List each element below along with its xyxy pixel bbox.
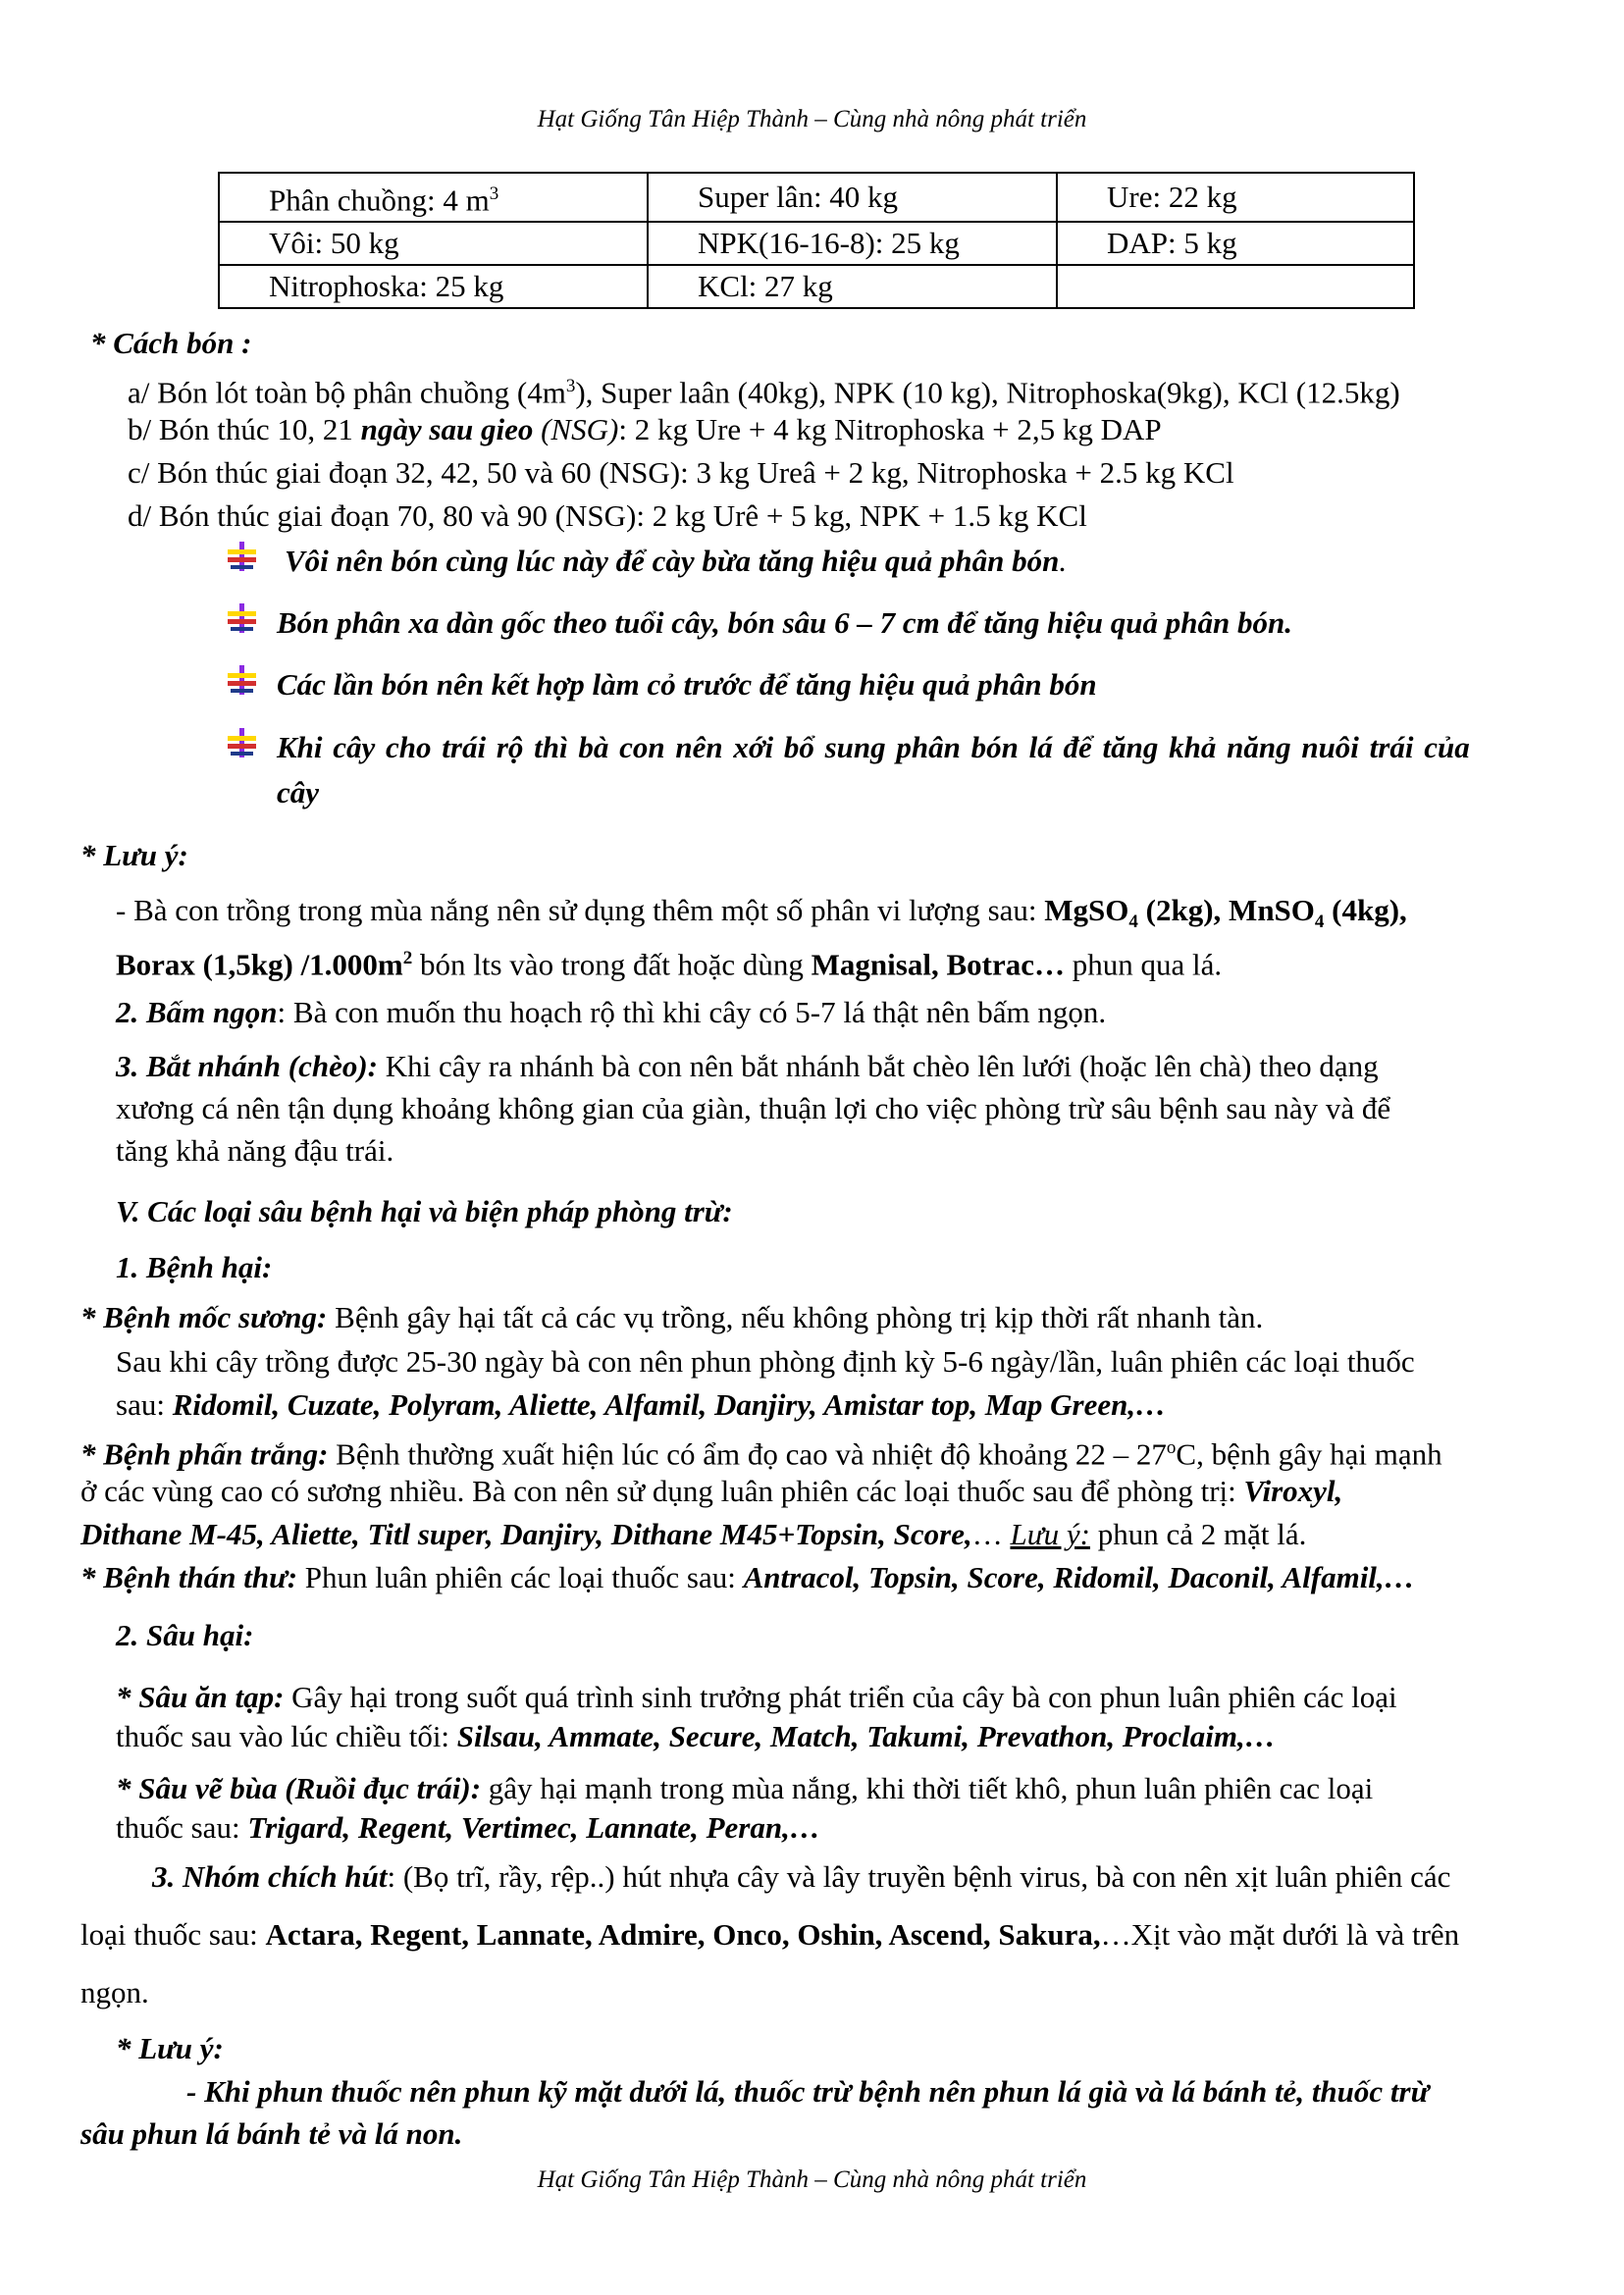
sau-ve-bua-line2: thuốc sau: Trigard, Regent, Vertimec, Lannate, Peran,… [116,1810,820,1845]
tip-2: Bón phân xa dàn gốc theo tuổi cây, bón sâu 6 – 7 cm để tăng hiệu quả phân bón. [277,605,1292,640]
phan-trang-line3: Dithane M-45, Aliette, Titl super, Danjiry, Dithane M45+Topsin, Score,… Lưu ý: phun cả 2 mặt lá. [80,1517,1307,1551]
moc-suong-line3: sau: Ridomil, Cuzate, Polyram, Aliette, Alfamil, Danjiry, Amistar top, Map Green,… [116,1387,1167,1422]
cach-bon-title: * Cách bón : [90,326,252,360]
bam-ngon: 2. Bấm ngọn: Bà con muốn thu hoạch rộ thì khi cây có 5-7 lá thật nên bấm ngọn. [116,995,1107,1029]
page-header: Hạt Giống Tân Hiệp Thành – Cùng nhà nông phát triển [537,106,1087,132]
luu-y-2-line2: sâu phun lá bánh tẻ và lá non. [80,2116,463,2151]
chich-hut-line1: 3. Nhóm chích hút: (Bọ trĩ, rầy, rệp..) hút nhựa cây và lây truyền bệnh virus, bà con nên xịt luân phiên các [152,1859,1451,1894]
table-row [219,265,1414,308]
chich-hut-line3: ngọn. [80,1975,149,2009]
tip-4: Khi cây cho trái rộ thì bà con nên xới bổ sung phân bón lá để tăng khả năng nuôi trái của [277,730,1470,764]
bat-nhanh-line3: tăng khả năng đậu trái. [116,1133,394,1168]
table-cell [1057,265,1414,308]
bullet-icon [228,728,257,757]
sau-an-tap-line2: thuốc sau vào lúc chiều tối: Silsau, Ammate, Secure, Match, Takumi, Prevathon, Proclaim,… [116,1719,1276,1753]
table-cell: KCl: 27 kg [648,265,1057,308]
table-cell: NPK(16-16-8): 25 kg [648,222,1057,265]
table-cell: Super lân: 40 kg [648,173,1057,222]
sau-an-tap-line1: * Sâu ăn tạp: Gây hại trong suốt quá trình sinh trưởng phát triển của cây bà con phun luân phiên các loại [116,1680,1397,1714]
moc-suong-line2: Sau khi cây trồng được 25-30 ngày bà con nên phun phòng định kỳ 5-6 ngày/lần, luân phiên các loại thuốc [116,1344,1415,1379]
luu-y-2-line1: - Khi phun thuốc nên phun kỹ mặt dưới lá, thuốc trừ bệnh nên phun lá già và lá bánh tẻ, thuốc trừ [186,2074,1430,2109]
benh-hai-title: 1. Bệnh hại: [116,1250,273,1284]
tip-4-cont: cây [277,775,320,809]
luu-y-line1: - Bà con trồng trong mùa nắng nên sử dụng thêm một số phân vi lượng sau: MgSO$_4$ (2kg), MnSO$_4$ (4kg), [116,893,1407,933]
table-row [219,222,1414,265]
table-cell: Phân chuồng: 4 $m^3$ [219,173,648,222]
table-cell: DAP: 5 kg [1057,222,1414,265]
luu-y-title: * Lưu ý: [80,838,188,872]
table-row [219,173,1414,222]
moc-suong-line1: * Bệnh mốc sương: Bệnh gây hại tất cả các vụ trồng, nếu không phòng trị kịp thời rất nhanh tàn. [80,1300,1264,1334]
tip-3: Các lần bón nên kết hợp làm cỏ trước để tăng hiệu quả phân bón [277,667,1097,702]
fertilizer-table [218,172,1415,309]
phan-trang-line1: * Bệnh phấn trắng: Bệnh thường xuất hiện lúc có ẩm đọ cao và nhiệt độ khoảng 22 – 27$^o$C, bệnh gây hại mạnh [80,1436,1442,1472]
cach-bon-d: d/ Bón thúc giai đoạn 70, 80 và 90 (NSG): 2 kg Urê + 5 kg, NPK + 1.5 kg KCl [128,498,1087,533]
bat-nhanh-line2: xương cá nên tận dụng khoảng không gian của giàn, thuận lợi cho việc phòng trừ sâu bệnh sau này và để [116,1091,1391,1125]
page-footer: Hạt Giống Tân Hiệp Thành – Cùng nhà nông phát triển [537,2166,1087,2193]
luu-y-2-title: * Lưu ý: [116,2031,224,2065]
bullet-icon [228,665,257,695]
sau-hai-title: 2. Sâu hại: [116,1618,254,1652]
table-cell: Vôi: 50 kg [219,222,648,265]
bullet-icon [228,603,257,633]
table-cell: Ure: 22 kg [1057,173,1414,222]
cach-bon-a: a/ Bón lót toàn bộ phân chuồng $(4m^3)$, Super laân (40kg), NPK (10 kg), Nitrophoska(9kg), KCl (12.5kg) [128,375,1400,410]
tip-1: Vôi nên bón cùng lúc này để cày bừa tăng hiệu quả phân bón. [285,544,1068,578]
luu-y-line2: Borax (1,5kg) $/1.000m^2$ bón lts vào trong đất hoặc dùng Magnisal, Botrac… phun qua lá. [116,947,1223,982]
section-5-title: V. Các loại sâu bệnh hại và biện pháp phòng trừ: [116,1194,733,1228]
phan-trang-line2: ở các vùng cao có sương nhiều. Bà con nên sử dụng luân phiên các loại thuốc sau để phòng trị: Viroxyl, [80,1474,1343,1508]
bullet-icon [228,542,257,571]
chich-hut-line2: loại thuốc sau: Actara, Regent, Lannate, Admire, Onco, Oshin, Ascend, Sakura,…Xịt vào mặt dưới là và trên [80,1917,1460,1952]
cach-bon-c: c/ Bón thúc giai đoạn 32, 42, 50 và 60 (NSG): 3 kg Ureâ + 2 kg, Nitrophoska + 2.5 kg KCl [128,455,1234,490]
table-cell: Nitrophoska: 25 kg [219,265,648,308]
bat-nhanh-line1: 3. Bắt nhánh (chèo): Khi cây ra nhánh bà con nên bắt nhánh bắt chèo lên lưới (hoặc lên chà) theo dạng [116,1049,1379,1083]
than-thu-line: * Bệnh thán thư: Phun luân phiên các loại thuốc sau: Antracol, Topsin, Score, Ridomil, Daconil, Alfamil,… [80,1560,1415,1594]
cach-bon-b: b/ Bón thúc 10, 21 ngày sau gieo (NSG): 2 kg Ure + 4 kg Nitrophoska + 2,5 kg DAP [128,412,1162,446]
sau-ve-bua-line1: * Sâu vẽ bùa (Ruồi đục trái): gây hại mạnh trong mùa nắng, khi thời tiết khô, phun luân phiên cac loại [116,1771,1374,1805]
